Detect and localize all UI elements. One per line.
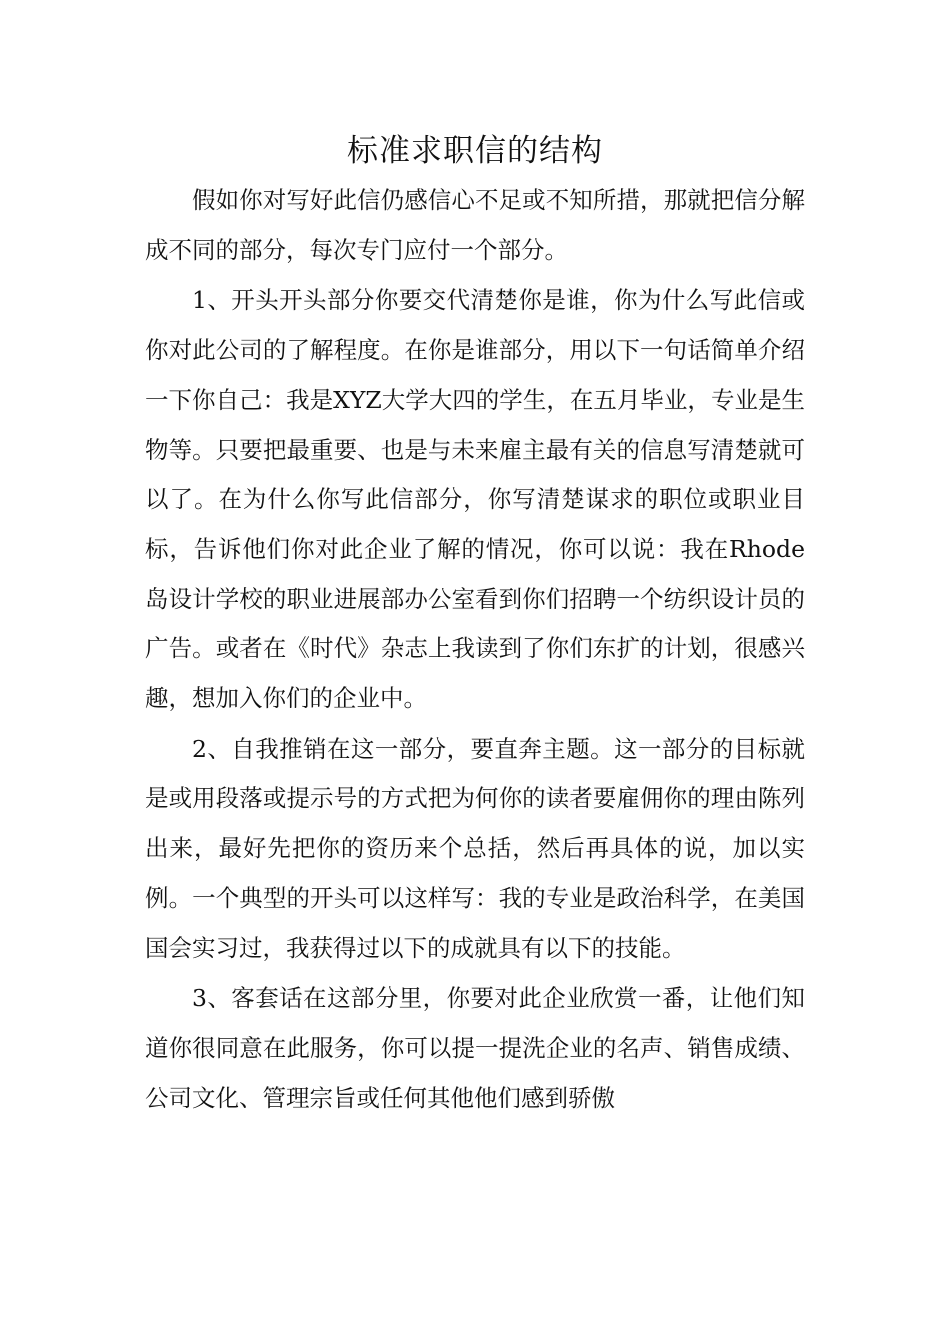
document-body	[145, 176, 805, 1124]
paragraph-self-promotion: 2、自我推销在这一部分，要直奔主题。这一部分的目标就是或用段落或提示号的方式把为何你的读者要雇佣你的理由陈列出来，最好先把你的资历来个总括，然后再具体的说，加以实例。一个典型的开头可以这样写：我的专业是政治科学，在美国国会实习过，我获得过以下的成就具有以下的技能。	[145, 734, 805, 962]
paragraph-intro: 假如你对写好此信仍感信心不足或不知所措，那就把信分解成不同的部分，每次专门应付一个部分。	[145, 186, 805, 264]
paragraph-opening: 1、开头开头部分你要交代清楚你是谁，你为什么写此信或你对此公司的了解程度。在你是谁部分，用以下一句话简单介绍一下你自己：我是XYZ大学大四的学生，在五月毕业，专业是生物等。只要把最重要、也是与未来雇主最有关的信息写清楚就可以了。在为什么你写此信部分，你写清楚谋求的职位或职业目标，告诉他们你对此企业了解的情况，你可以说：我在Rhode岛设计学校的职业进展部办公室看到你们招聘一个纺织设计员的广告。或者在《时代》杂志上我读到了你们东扩的计划，很感兴趣，想加入你们的企业中。	[145, 286, 805, 713]
paragraph-courtesy: 3、客套话在这部分里，你要对此企业欣赏一番，让他们知道你很同意在此服务，你可以提一提洗企业的名声、销售成绩、公司文化、管理宗旨或任何其他他们感到骄傲	[145, 984, 805, 1112]
document-title: 标准求职信的结构	[347, 133, 603, 169]
